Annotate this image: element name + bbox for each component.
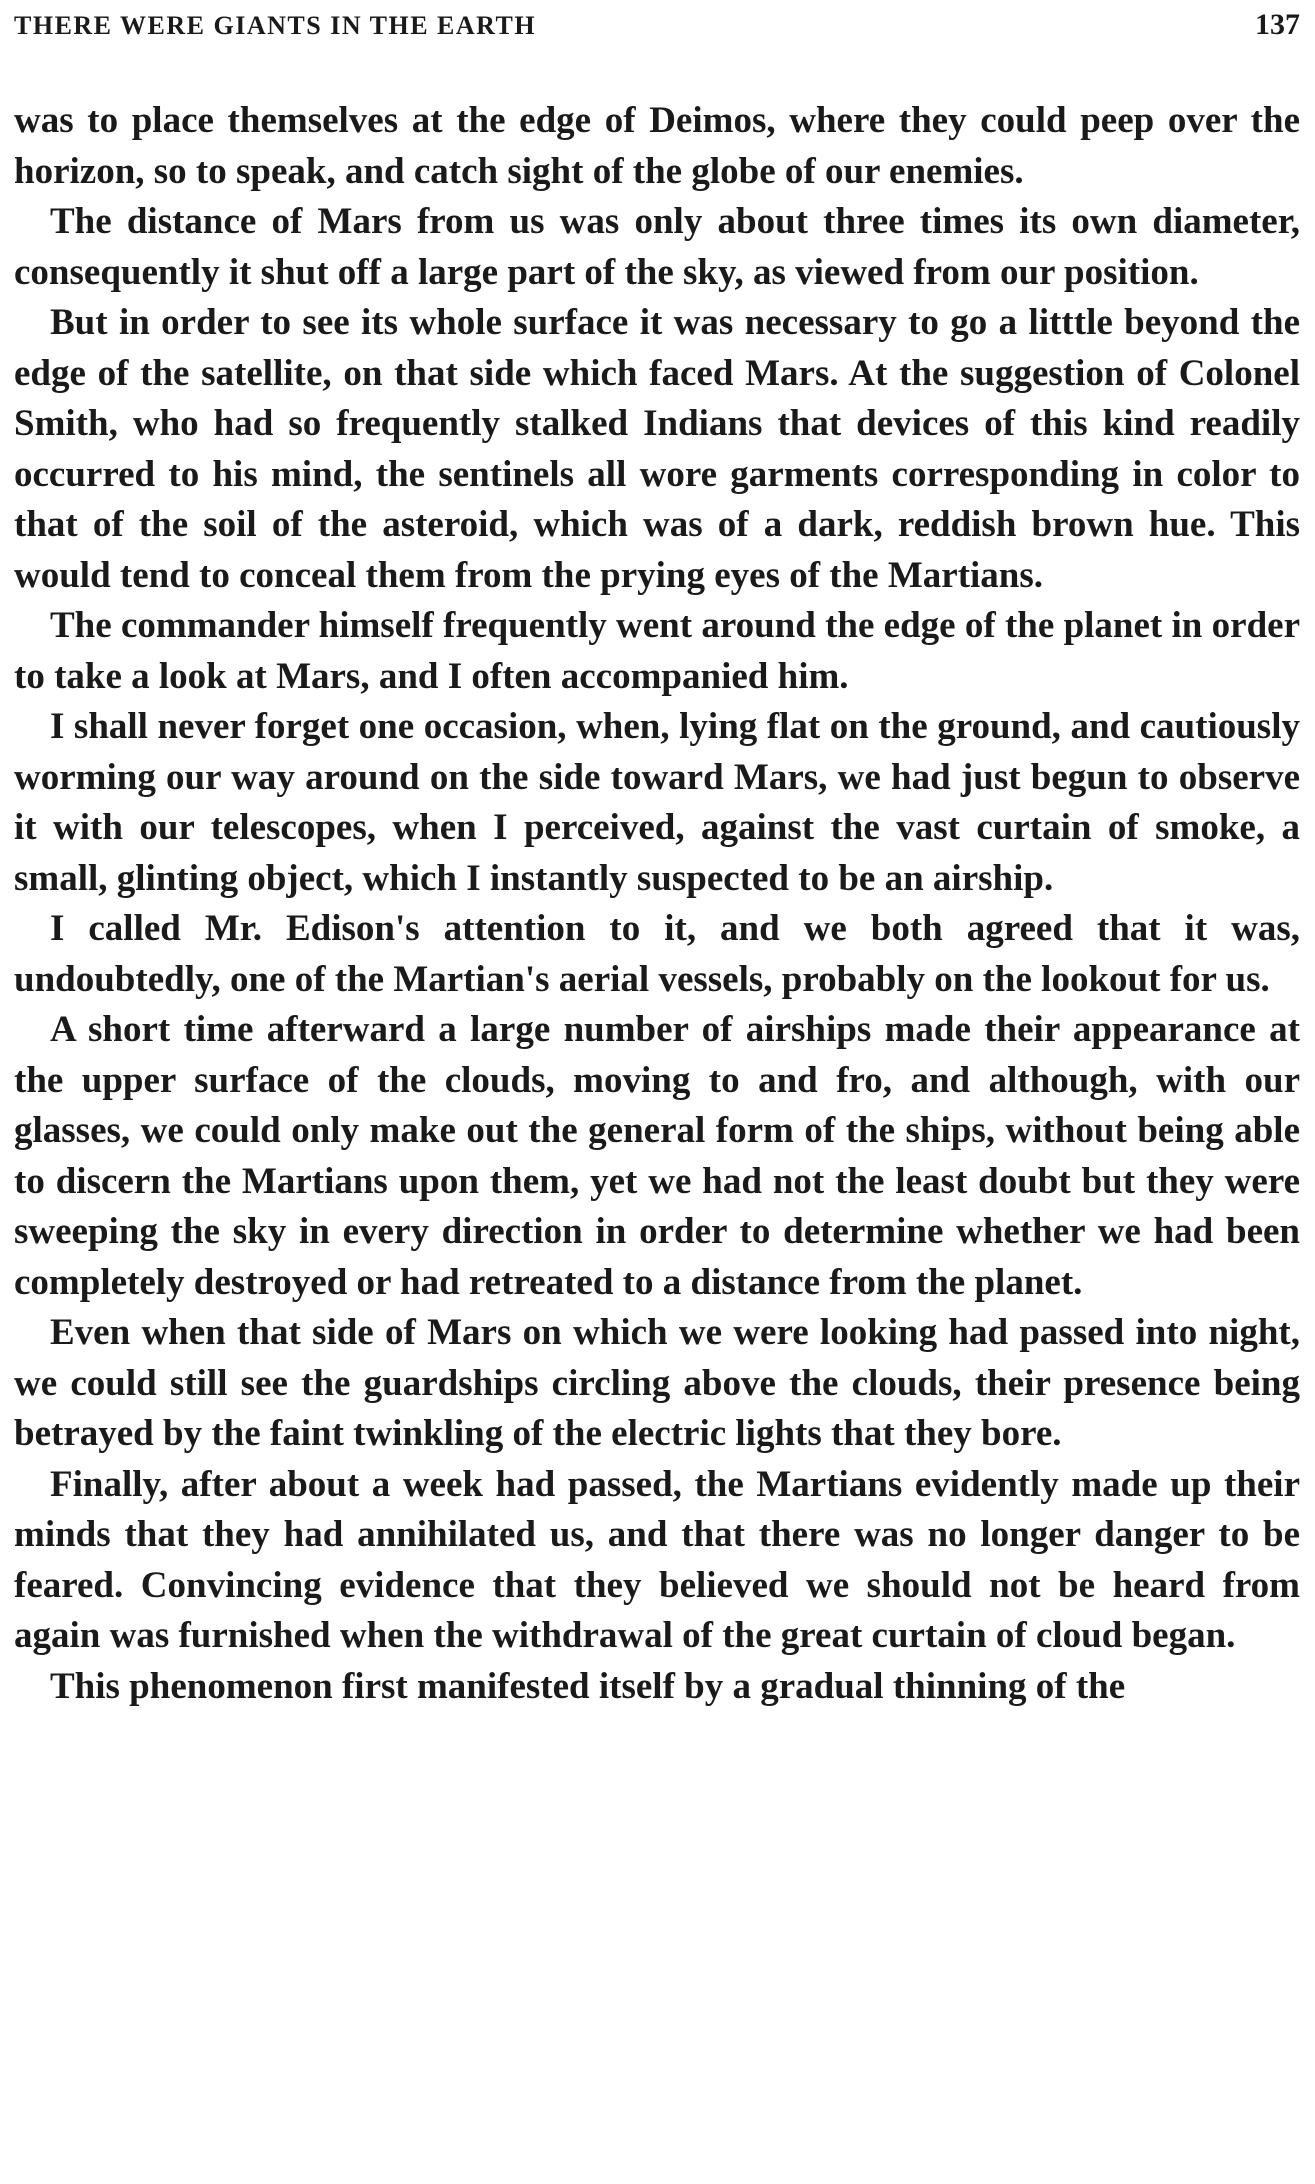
paragraph: The distance of Mars from us was only about three times its own diameter, consequently it shut off a large part of the sky, as viewed from our position. [14, 201, 1300, 293]
paragraph: Even when that side of Mars on which we were looking had passed into night, we could still see the guardships circling above the clouds, their presence being betrayed by the faint twinkling of the electric lights that they bore. [14, 1312, 1300, 1454]
page-number: 137 [1255, 8, 1300, 41]
running-title: THERE WERE GIANTS IN THE EARTH [14, 11, 537, 40]
paragraph: was to place themselves at the edge of Deimos, where they could peep over the horizon, so to speak, and catch sight of the globe of our enemies. [14, 100, 1300, 192]
body-text [14, 96, 1300, 1712]
paragraph: The commander himself frequently went around the edge of the planet in order to take a look at Mars, and I often accompanied him. [14, 605, 1300, 697]
paragraph: A short time afterward a large number of airships made their appearance at the upper surface of the clouds, moving to and fro, and although, with our glasses, we could only make out the general form of the ships, without being able to discern the Martians upon them, yet we had not the least doubt but they were sweeping the sky in every direction in order to determine whether we had been completely destroyed or had retreated to a distance from the planet. [14, 1009, 1300, 1303]
paragraph: But in order to see its whole surface it was necessary to go a litttle beyond the edge of the satellite, on that side which faced Mars. At the suggestion of Colonel Smith, who had so frequently stalked Indians that devices of this kind readily occurred to his mind, the sentinels all wore garments corresponding in color to that of the soil of the asteroid, which was of a dark, reddish brown hue. This would tend to conceal them from the prying eyes of the Martians. [14, 302, 1300, 596]
paragraph: This phenomenon first manifested itself by a gradual thinning of the [50, 1665, 1126, 1707]
book-page [14, 8, 1300, 1712]
paragraph: I called Mr. Edison's attention to it, and we both agreed that it was, undoubtedly, one of the Martian's aerial vessels, probably on the lookout for us. [14, 908, 1300, 1000]
paragraph: I shall never forget one occasion, when, lying flat on the ground, and cautiously worming our way around on the side toward Mars, we had just begun to observe it with our telescopes, when I perceived, against the vast curtain of smoke, a small, glinting object, which I instantly suspected to be an airship. [14, 706, 1300, 899]
running-header [14, 8, 1300, 48]
paragraph: Finally, after about a week had passed, the Martians evidently made up their minds that they had annihilated us, and that there was no longer danger to be feared. Convincing evidence that they believed we should not be heard from again was furnished when the withdrawal of the great curtain of cloud began. [14, 1463, 1300, 1656]
